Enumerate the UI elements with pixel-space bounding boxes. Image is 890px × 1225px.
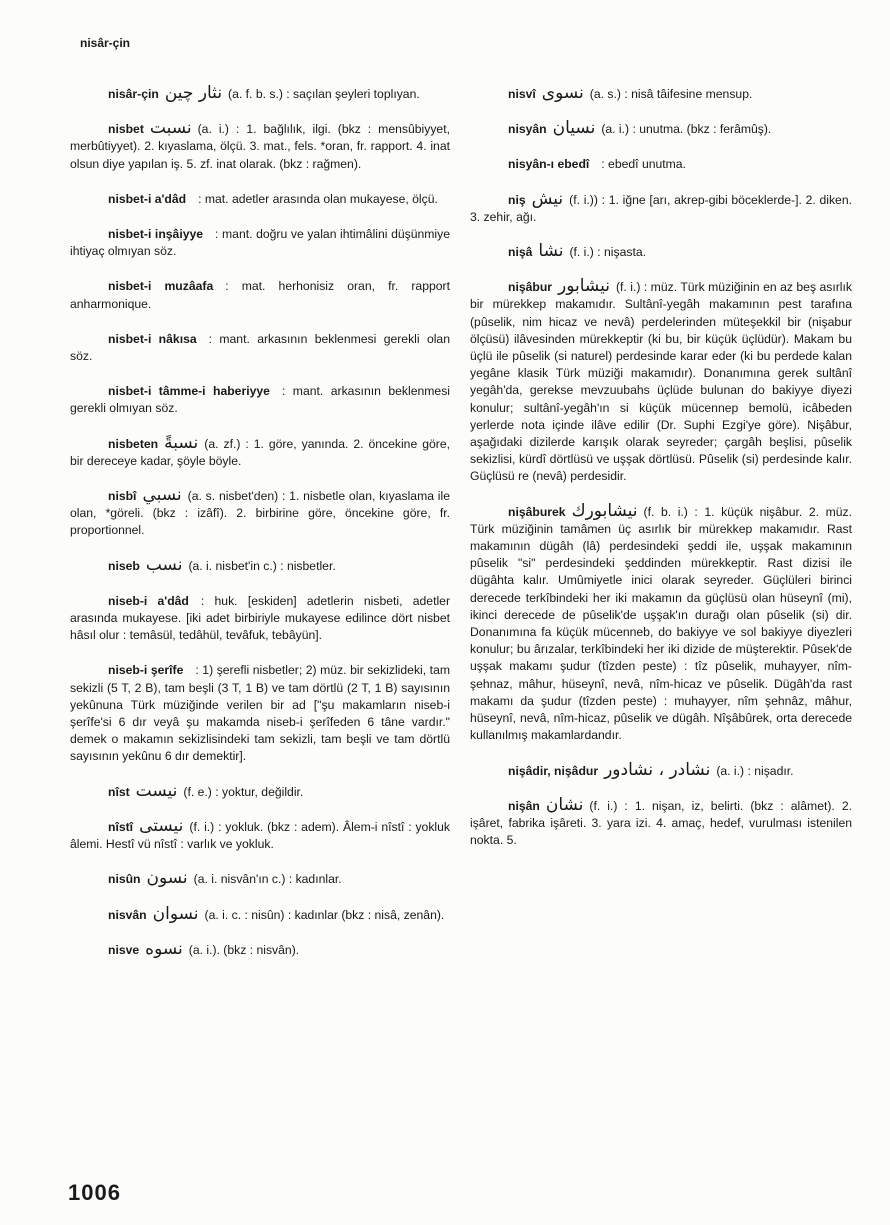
dictionary-entry [70, 226, 450, 260]
dictionary-entry [470, 83, 852, 103]
entry-definition: (f. e.) : yoktur, değildir. [183, 784, 304, 799]
dictionary-entry [70, 432, 450, 470]
entry-definition: (a. i. nisvân'ın c.) : kadınlar. [193, 872, 342, 887]
entry-arabic-script: نيشابورك [571, 500, 638, 521]
entry-definition: : mant. arkasının beklenmesi gerekli olan söz. [70, 331, 450, 364]
dictionary-entry [70, 191, 450, 208]
entry-arabic-script: نيستى [139, 815, 184, 836]
entry-headword: nişâburek [508, 504, 566, 519]
entry-headword: nisbet-i muzâafa [108, 279, 214, 294]
entry-headword: nisâr-çin [108, 87, 159, 101]
entry-headword: niş [508, 192, 526, 207]
entry-arabic-script: نثار چين [164, 83, 223, 103]
entry-definition: (f. i.) : nişasta. [569, 245, 646, 260]
entry-headword: nişâdir, nişâdur [508, 763, 599, 778]
entry-definition: (a. s.) : nisâ tâifesine mensup. [589, 87, 753, 101]
entry-arabic-script: نيشابور [558, 276, 610, 297]
dictionary-entry [70, 485, 450, 540]
entry-definition: (a. i.) : 1. bağlılık, ilgi. (bkz : mensûbiyyet, merbûtiyyet). 2. kıyaslama, ölçü. 3. mat., fels. *oran, fr. rapport. 4. inat olsun diye yapılan iş. 5. zf. inat olarak. (bkz : rağmen). [70, 122, 450, 171]
dictionary-entry [70, 780, 450, 801]
entry-headword: nisbeten [108, 436, 159, 451]
entry-arabic-script: نشا [538, 241, 564, 262]
entry-arabic-script: نسوان [152, 903, 199, 924]
entry-headword: nisbet [108, 122, 144, 137]
dictionary-entry [70, 331, 450, 365]
dictionary-entry [70, 593, 450, 645]
entry-definition: (a. f. b. s.) : saçılan şeyleri toplıyan. [228, 87, 420, 101]
dictionary-entry [70, 903, 450, 924]
entry-definition: (a. i. c. : nisûn) : kadınlar (bkz : nisâ, zenân). [204, 907, 445, 922]
entry-headword: nîstî [108, 819, 134, 834]
entry-definition: : 1) şerefli nisbetler; 2) müz. bir sekizlideki, tam sekizli (5 T, 2 B), tam beşli (3 T, 1 B) ve tam dörtlü (2 T, 1 B) sayısının yekûnuna Türk müziğinde verilen bir ad ["şu makamların niseb-i şerîfe'si 6 dır veyâ şu makamda niseb-i şerîfeden 6 tâne vardır." demek o makamın sekizlisindeki tam sekizli, tam beşli ve tam dörtlü sayısının yekûnu 6 dır demektir]. [70, 663, 450, 764]
entry-headword: niseb [108, 558, 140, 573]
entry-definition: : ebedî unutma. [601, 157, 686, 172]
entry-headword: nisyân-ı ebedî [508, 157, 590, 172]
entry-definition: : mant. doğru ve yalan ihtimâlini düşünmiye ihtiyaç olmıyan söz. [70, 227, 451, 259]
entry-definition: : mant. arkasının beklenmesi gerekli olmıyan söz. [70, 384, 451, 416]
dictionary-entry [470, 276, 852, 485]
entry-arabic-script: نشان [545, 794, 584, 815]
entry-headword: nisbet-i a'dâd [108, 191, 187, 206]
entry-headword: nişân [508, 798, 540, 813]
entry-headword: niseb-i a'dâd [108, 593, 189, 608]
entry-definition: : mat. herhonisiz oran, fr. rapport anharmonique. [70, 279, 450, 311]
page-number: 1006 [68, 1180, 121, 1205]
entry-arabic-script: نيست [135, 780, 178, 801]
entry-arabic-script: نسوى [541, 83, 584, 103]
entry-headword: nisvân [108, 907, 147, 922]
entry-headword: nisbî [108, 489, 137, 504]
dictionary-entry [70, 383, 450, 417]
entry-definition: (a. i.). (bkz : nisvân). [188, 942, 300, 957]
dictionary-entry [470, 156, 852, 173]
entry-headword: nişâ [508, 245, 533, 260]
dictionary-entry [70, 938, 450, 959]
dictionary-entry [70, 278, 450, 312]
entry-arabic-script: نسوه [145, 938, 183, 959]
entry-headword: nisvî [508, 87, 536, 101]
dictionary-entry [470, 500, 852, 745]
entry-headword: nisbet-i inşâiyye [108, 227, 204, 242]
entry-definition: : huk. [eskiden] adetlerin nisbeti, adetler arasında mukayese. [iki adet birbiriyle mukayese edilince dört nisbet hâsıl olur : temâsül, tedâhül, tevâfuk, tebâyün]. [70, 593, 451, 643]
entry-arabic-script: نسبةً [164, 432, 199, 453]
entry-arabic-script: نشادر ، نشادور [604, 759, 711, 780]
entry-headword: nişâbur [508, 280, 553, 295]
dictionary-entry [470, 188, 852, 226]
entry-headword: niseb-i şerîfe [108, 663, 184, 678]
dictionary-entry [70, 83, 450, 103]
dictionary-entry [470, 118, 852, 139]
dictionary-entry [470, 759, 852, 780]
entry-definition: (a. i.) : nişadır. [716, 763, 794, 778]
dictionary-entry [70, 554, 450, 575]
dictionary-entry [470, 241, 852, 262]
entry-definition: (f. i.) : 1. nişan, iz, belirti. (bkz : alâmet). 2. işâret, fabrika işâreti. 3. yara izi. 4. amaç, hedef, vurulması istenilen nokta. 5. [470, 798, 852, 848]
entry-definition: (a. s. nisbet'den) : 1. nisbetle olan, kıyaslama ile olan, *göreli. (bkz : izâfî). 2. birbirine göre, öncekine göre, fr. proportionnel. [70, 489, 450, 538]
entry-definition: (a. i. nisbet'in c.) : nisbetler. [188, 558, 336, 573]
entry-headword: nîst [108, 784, 130, 799]
entry-arabic-script: نيش [531, 188, 564, 209]
entry-arabic-script: نسبت [149, 118, 192, 139]
dictionary-entry [70, 118, 450, 173]
left-column [70, 83, 451, 977]
entry-headword: nisve [108, 942, 140, 957]
entry-arabic-script: نسون [146, 868, 188, 889]
dictionary-entry [70, 868, 450, 889]
entry-definition: (f. i.)) : 1. iğne [arı, akrep-gibi böceklerde-]. 2. diken. 3. zehir, ağı. [470, 192, 852, 224]
running-head: nisâr-çin [80, 36, 131, 50]
entry-definition: (a. zf.) : 1. göre, yanında. 2. öncekine göre, bir dereceye kadar, şöyle böyle. [70, 436, 450, 468]
right-column [470, 83, 852, 867]
entry-headword: nisbet-i tâmme-i haberiyye [108, 384, 270, 399]
entry-arabic-script: نسبي [142, 485, 182, 506]
dictionary-entry [470, 794, 852, 850]
dictionary-entry [70, 662, 450, 765]
entry-arabic-script: نسيان [552, 118, 596, 139]
entry-headword: nisyân [508, 122, 547, 137]
entry-arabic-script: نسب [145, 554, 183, 575]
entry-headword: nisûn [108, 872, 141, 887]
entry-definition: (a. i.) : unutma. (bkz : ferâmûş). [601, 122, 772, 137]
entry-definition: (f. b. i.) : 1. küçük nişâbur. 2. müz. Türk müziğinin tamâmen üç asırlık bir mürekkep makamıdır. Rast makamının dügâh (lâ) perdesindeki şeddi ile, uşşak makamının pûselik "si" perdesindeki şeddinden mürekkeptir. Rast dizisi ile dügâhta kalır. Umûmiyetle inici olarak seyreder. Güçlüleri birinci derecede terkîbindeki her iki makamın da güçlüsü olan hüseynî (mi), ikinci derecede de pûselik'de uşşak'ın durağı olan pûselik (si) dir. Donanımına fa küçük mücenneb, do bakiyye ve sol bakiyye diyezleri konulur; bu ârızalar, terkîbindeki her iki dizide de müşterektir. Pûsek'de uşşak makamı şudur (tîzden peste) : tîz pûselik, muhayyer, nîm-şehnaz, mâhur, hüseynî, nevâ, nîm-hicaz ve pûselik. Dügâh'da rast makamı da şudur (tîzden peste) : muhayyer, nîm şehnâz, mâhur, hüseynî, nevâ, nîm-hicaz, pûselik ve dügâh. Nîşâbûrek, orta derecede kullanılmış makamlardandır. [470, 504, 852, 743]
dictionary-entry [70, 815, 450, 853]
entry-definition: (f. i.) : yokluk. (bkz : adem). Âlem-i nîstî : yokluk âlemi. Hestî vü nîstî : varlık ve yokluk. [70, 819, 450, 852]
entry-definition: (f. i.) : müz. Türk müziğinin en az beş asırlık bir mürekkep makamıdır. Sultânî-yegâh makamının pest tarafına (pûselik, nim hicaz ve nevâ) perdelerinden müteşekkil bir (nişabur ölçüsü) ilâvesinden mürekkeptir (ki bu, bir küçük üçlüdür). Makam bu üçlü ile pûselik (si naturel) perdesinde karar eder (ki bu perdede kalan yegâne klasik Türk müziği makamıdır). Donanımına gerek sultânî yegâh'da, gerekse mevzuubahs üçlüde bulunan do bakiyye diyezi konulur; sultânî-yegâh'ın si küçük mücennep bemolü, icâbeden yerlerde nota içinde ilâve edilir (Dr. Suphi Ezgi'ye göre). Nişâbur, aşağıdaki dizilerde karışık olarak seyreder; çargâh beşlisi, pûselik sekizlisi, kürdî dörtlüsü ve uşşak dörtlüsü. Pûselik (si) perdesinde kalır. Güçlüsü re (nevâ) perdesidir. [470, 280, 852, 484]
entry-definition: : mat. adetler arasında olan mukayese, ölçü. [198, 191, 438, 206]
entry-headword: nisbet-i nâkısa [108, 331, 197, 346]
